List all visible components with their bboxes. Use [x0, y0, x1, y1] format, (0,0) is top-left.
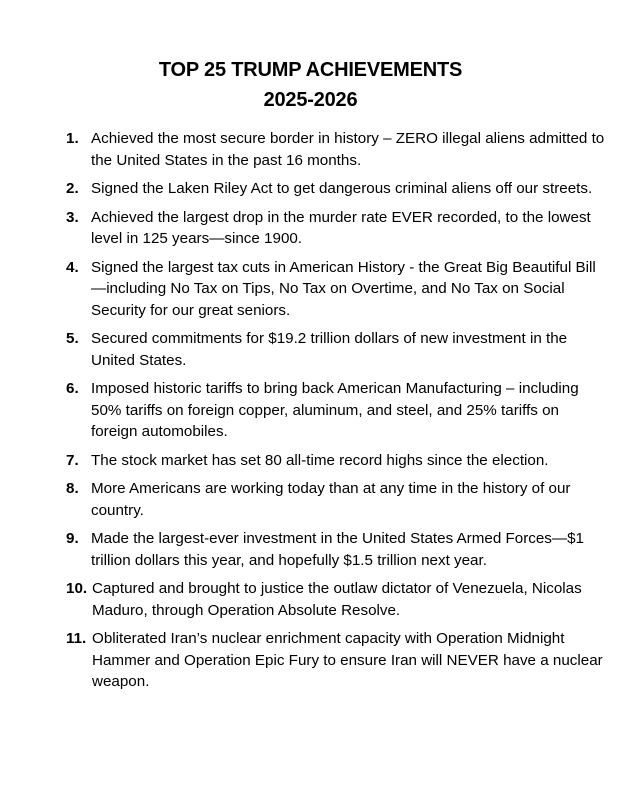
item-number: 7. — [66, 451, 79, 469]
item-text: Made the largest-ever investment in the United States Armed Forces—$1 trillion dollars this year, and hopefully $1.5 trillion next year. — [91, 530, 584, 569]
item-number: 11. — [66, 630, 87, 647]
item-number: 8. — [66, 480, 79, 497]
item-number: 1. — [66, 130, 79, 147]
list-item — [66, 528, 606, 571]
item-text: Imposed historic tariffs to bring back American Manufacturing – including 50% tariffs on foreign copper, aluminum, and steel, and 25% tariffs on foreign automobiles. — [91, 380, 579, 440]
list-item — [66, 178, 606, 200]
item-number: 9. — [66, 530, 79, 547]
item-text: More Americans are working today than at any time in the history of our country. — [91, 480, 571, 519]
item-text: Achieved the largest drop in the murder rate EVER recorded, to the lowest level in 125 years—since 1900. — [91, 208, 591, 247]
item-number: 10. — [66, 580, 88, 597]
list-item — [66, 128, 606, 171]
title-line-2: 2025-2026 — [263, 89, 358, 111]
item-text: Secured commitments for $19.2 trillion dollars of new investment in the United States. — [91, 330, 568, 369]
list-item — [66, 257, 606, 322]
item-text: The stock market has set 80 all-time record highs since the election. — [91, 451, 549, 469]
list-item — [66, 207, 606, 250]
achievements-list — [66, 128, 606, 700]
title-line-1: TOP 25 TRUMP ACHIEVEMENTS — [158, 59, 463, 81]
item-number: 5. — [66, 330, 79, 347]
list-item — [66, 478, 606, 521]
list-item — [66, 578, 606, 621]
item-number: 2. — [66, 180, 79, 197]
list-item — [66, 378, 606, 443]
item-number: 4. — [66, 258, 79, 276]
list-item — [66, 450, 606, 472]
item-text: Signed the Laken Riley Act to get dangerous criminal aliens off our streets. — [91, 180, 593, 197]
item-text: Signed the largest tax cuts in American History - the Great Big Beautiful Bill—including No Tax on Tips, No Tax on Overtime, and No Tax on Social Security for our great seniors. — [91, 258, 596, 319]
document-title — [0, 55, 621, 115]
item-number: 3. — [66, 208, 79, 226]
item-number: 6. — [66, 380, 79, 397]
item-text: Obliterated Iran’s nuclear enrichment capacity with Operation Midnight Hammer and Operation Epic Fury to ensure Iran will NEVER have a nuclear weapon. — [92, 630, 603, 690]
list-item — [66, 328, 606, 371]
item-text: Captured and brought to justice the outlaw dictator of Venezuela, Nicolas Maduro, through Operation Absolute Resolve. — [92, 580, 582, 619]
item-text: Achieved the most secure border in history – ZERO illegal aliens admitted to the United States in the past 16 months. — [91, 130, 605, 169]
list-item — [66, 628, 606, 693]
